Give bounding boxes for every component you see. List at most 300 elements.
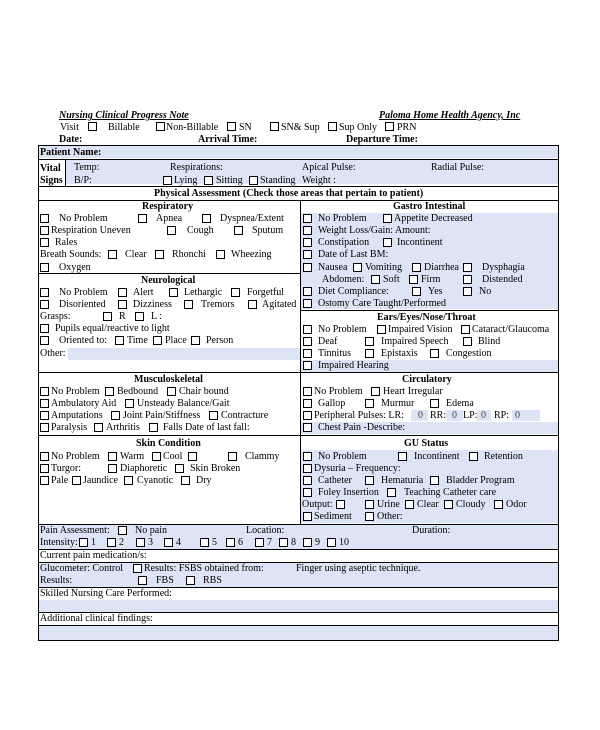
skin-title: Skin Condition — [136, 438, 201, 449]
intensity-8-checkbox[interactable] — [279, 538, 288, 547]
unsteady-checkbox[interactable] — [125, 399, 134, 408]
bedbound-label: Bedbound — [117, 386, 159, 397]
sitting-checkbox[interactable] — [204, 176, 213, 185]
weight-loss-label: Weight Loss/Gain: Amount: — [318, 225, 431, 236]
pain-fields[interactable] — [39, 525, 558, 549]
circulatory-title: Circulatory — [402, 374, 452, 385]
gu-clear-checkbox[interactable] — [405, 500, 414, 509]
prn-label: PRN — [397, 122, 417, 133]
soft-checkbox[interactable] — [371, 275, 380, 284]
turgor-checkbox[interactable] — [40, 464, 49, 473]
unsteady-label: Unsteady Balance/Gait — [137, 398, 230, 409]
gu-no-problem-checkbox[interactable] — [303, 452, 312, 461]
last-bm-label: Date of Last BM: — [318, 249, 389, 260]
joint-pain-checkbox[interactable] — [111, 411, 120, 420]
neuro-title: Neurological — [141, 275, 196, 286]
skin-no-problem-checkbox[interactable] — [40, 452, 49, 461]
standing-label: Standing — [260, 175, 296, 186]
resp-no-problem-label: No Problem — [59, 213, 108, 224]
skilled-care-field[interactable] — [39, 600, 558, 612]
ms-no-problem-checkbox[interactable] — [40, 387, 49, 396]
impaired-hearing-label: Impaired Hearing — [318, 360, 389, 371]
gi-no-problem-checkbox[interactable] — [303, 214, 312, 223]
forgetful-label: Forgetful — [247, 287, 285, 298]
jaundice-checkbox[interactable] — [72, 476, 81, 485]
results-label: Results: — [40, 575, 73, 586]
no-pain-label: No pain — [135, 525, 167, 536]
patient-name-field[interactable] — [39, 146, 558, 158]
place-checkbox[interactable] — [153, 336, 162, 345]
gi-no-problem-label: No Problem — [318, 213, 367, 224]
billable-checkbox[interactable] — [156, 122, 165, 131]
no-pain-checkbox[interactable] — [118, 526, 127, 535]
rule — [558, 145, 559, 640]
vital-label: Vital — [40, 163, 61, 174]
dysuria-checkbox[interactable] — [303, 464, 312, 473]
breath-sounds-label: Breath Sounds: — [40, 249, 102, 260]
rales-checkbox[interactable] — [40, 238, 49, 247]
intensity-3-label: 3 — [148, 537, 153, 548]
lying-label: Lying — [174, 175, 198, 186]
gu-incontinent-checkbox[interactable] — [398, 452, 407, 461]
cloudy-checkbox[interactable] — [444, 500, 453, 509]
falls-checkbox[interactable] — [149, 423, 158, 432]
lp-label: LP: — [463, 410, 478, 421]
retention-checkbox[interactable] — [469, 452, 478, 461]
deaf-label: Deaf — [318, 336, 338, 347]
dyspnea-checkbox[interactable] — [202, 214, 211, 223]
dysphagia-label: Dysphagia — [482, 262, 525, 273]
last-bm-checkbox[interactable] — [303, 250, 312, 259]
diet-yes-checkbox[interactable] — [412, 287, 421, 296]
disoriented-label: Disoriented — [59, 299, 106, 310]
tinnitus-label: Tinnitus — [318, 348, 351, 359]
rp-label: RP: — [494, 410, 510, 421]
epistaxis-checkbox[interactable] — [365, 349, 374, 358]
foley-label: Foley Insertion — [318, 487, 379, 498]
apical-pulse-label: Apical Pulse: — [302, 162, 356, 173]
date-label: Date: — [59, 134, 83, 145]
soft-label: Soft — [383, 274, 400, 285]
cloudy-label: Cloudy — [456, 499, 486, 510]
skin-broken-label: Skin Broken — [190, 463, 241, 474]
sn-label: SN — [239, 122, 252, 133]
eent-no-problem-checkbox[interactable] — [303, 325, 312, 334]
alert-label: Alert — [133, 287, 154, 298]
diaphoretic-checkbox[interactable] — [108, 464, 117, 473]
neuro-other-field[interactable] — [68, 348, 300, 360]
murmur-label: Murmur — [381, 398, 415, 409]
gu-title: GU Status — [404, 438, 449, 449]
cataract-checkbox[interactable] — [461, 325, 470, 334]
constipation-label: Constipation — [318, 237, 370, 248]
warm-checkbox[interactable] — [108, 452, 117, 461]
rr-value: 0 — [452, 410, 457, 421]
diaphoretic-label: Diaphoretic — [120, 463, 168, 474]
duration-label: Duration: — [412, 525, 451, 536]
cough-checkbox[interactable] — [167, 226, 176, 235]
oxygen-label: Oxygen — [59, 262, 91, 273]
arthritis-label: Arthritis — [106, 422, 140, 433]
diet-label: Diet Compliance: — [318, 286, 389, 297]
snsup-checkbox[interactable] — [328, 122, 337, 131]
standing-checkbox[interactable] — [249, 176, 258, 185]
odor-label: Odor — [506, 499, 527, 510]
impaired-speech-label: Impaired Speech — [381, 336, 449, 347]
rule — [38, 640, 559, 641]
radial-pulse-label: Radial Pulse: — [431, 162, 485, 173]
additional-findings-field[interactable] — [39, 626, 558, 640]
place-label: Place — [165, 335, 187, 346]
musculo-title: Musculoskeletal — [134, 374, 203, 385]
rhonchi-checkbox[interactable] — [155, 250, 164, 259]
ambulatory-label: Ambulatory Aid — [51, 398, 117, 409]
gu-other-checkbox[interactable] — [365, 512, 374, 521]
rp-value: 0 — [515, 410, 520, 421]
resp-uneven-label: Respiration Uneven — [51, 225, 131, 236]
lethargic-checkbox[interactable] — [169, 288, 178, 297]
grasps-label: Grasps: — [40, 311, 71, 322]
wheezing-label: Wheezing — [231, 249, 272, 260]
catheter-checkbox[interactable] — [303, 476, 312, 485]
person-checkbox[interactable] — [191, 336, 200, 345]
amputations-checkbox[interactable] — [40, 411, 49, 420]
dry-checkbox[interactable] — [181, 476, 190, 485]
departure-time-label: Departure Time: — [346, 134, 418, 145]
additional-findings-label: Additional clinical findings: — [40, 613, 153, 624]
resp-uneven-checkbox[interactable] — [40, 226, 49, 235]
fsbs-label: Results: FSBS obtained from: — [144, 563, 264, 574]
rales-label: Rales — [55, 237, 78, 248]
agitated-label: Agitated — [262, 299, 297, 310]
edema-checkbox[interactable] — [430, 399, 439, 408]
nausea-label: Nausea — [318, 262, 348, 273]
intensity-10-label: 10 — [339, 537, 349, 548]
diet-no-checkbox[interactable] — [463, 287, 472, 296]
suponly-checkbox[interactable] — [385, 122, 394, 131]
cool-box-checkbox[interactable] — [188, 452, 197, 461]
turgor-label: Turgor: — [51, 463, 82, 474]
gu-incontinent-label: Incontinent — [414, 451, 460, 462]
chest-pain-checkbox[interactable] — [303, 423, 312, 432]
fbs-label: FBS — [156, 575, 174, 586]
bladder-program-checkbox[interactable] — [430, 476, 439, 485]
apnea-label: Apnea — [156, 213, 183, 224]
epistaxis-label: Epistaxis — [381, 348, 418, 359]
cataract-label: Cataract/Glaucoma — [472, 324, 550, 335]
gu-other-label: Other: — [377, 511, 403, 522]
rule — [38, 372, 559, 373]
deaf-checkbox[interactable] — [303, 337, 312, 346]
rule — [300, 310, 559, 311]
rule — [65, 159, 66, 186]
tremors-label: Tremors — [201, 299, 235, 310]
dizziness-label: Dizziness — [133, 299, 172, 310]
suponly-label: Sup Only — [339, 122, 378, 133]
disoriented-checkbox[interactable] — [40, 300, 49, 309]
skin-no-problem-label: No Problem — [51, 451, 100, 462]
time-label: Time — [127, 335, 148, 346]
chairbound-label: Chair bound — [179, 386, 229, 397]
firm-label: Firm — [421, 274, 441, 285]
patient-name-label: Patient Name: — [40, 147, 102, 158]
hematuria-checkbox[interactable] — [365, 476, 374, 485]
rule — [38, 435, 559, 436]
teaching-catheter-label: Teaching Catheter care — [404, 487, 497, 498]
gu-clear-label: Clear — [417, 499, 439, 510]
alert-checkbox[interactable] — [118, 288, 127, 297]
diarrhea-checkbox[interactable] — [412, 263, 421, 272]
intensity-7-checkbox[interactable] — [255, 538, 264, 547]
vomiting-checkbox[interactable] — [353, 263, 362, 272]
cyanotic-checkbox[interactable] — [124, 476, 133, 485]
skin-broken-checkbox[interactable] — [175, 464, 184, 473]
oriented-label: Oriented to: — [59, 335, 108, 346]
resp-no-problem-checkbox[interactable] — [40, 214, 49, 223]
intensity-5-checkbox[interactable] — [200, 538, 209, 547]
respiratory-title: Respiratory — [142, 201, 194, 212]
person-label: Person — [206, 335, 234, 346]
pain-meds-label: Current pain medication/s: — [40, 550, 147, 561]
urine-label: Urine — [377, 499, 400, 510]
warm-label: Warm — [120, 451, 145, 462]
fbs-checkbox[interactable] — [138, 576, 147, 585]
visit-label: Visit — [60, 122, 79, 133]
dysphagia-checkbox[interactable] — [463, 263, 472, 272]
falls-label: Falls Date of last fall: — [163, 422, 250, 433]
rule — [38, 200, 559, 201]
grasp-l-label: L : — [151, 311, 163, 322]
intensity-label: Intensity: — [40, 537, 78, 548]
intensity-4-label: 4 — [176, 537, 181, 548]
temp-label: Temp: — [74, 162, 100, 173]
constipation-checkbox[interactable] — [303, 238, 312, 247]
intensity-1-label: 1 — [91, 537, 96, 548]
glucometer-label: Glucometer: Control — [40, 563, 124, 574]
ostomy-label: Ostomy Care Taught/Performed — [318, 298, 446, 309]
murmur-checkbox[interactable] — [365, 399, 374, 408]
cyanotic-label: Cyanotic — [137, 475, 174, 486]
dizziness-checkbox[interactable] — [118, 300, 127, 309]
cough-label: Cough — [187, 225, 214, 236]
appetite-checkbox[interactable] — [383, 214, 392, 223]
pupils-label: Pupils equal/reactive to light — [55, 323, 170, 334]
dry-label: Dry — [196, 475, 212, 486]
bp-label: B/P: — [74, 175, 92, 186]
diet-yes-label: Yes — [428, 286, 443, 297]
amputations-label: Amputations — [51, 410, 103, 421]
neuro-no-problem-checkbox[interactable] — [40, 288, 49, 297]
neuro-other-label: Other: — [40, 348, 66, 359]
bladder-program-label: Bladder Program — [446, 475, 515, 486]
intensity-9-checkbox[interactable] — [303, 538, 312, 547]
rbs-label: RBS — [203, 575, 222, 586]
eent-title: Ears/Eyes/Nose/Throat — [377, 312, 476, 323]
chairbound-checkbox[interactable] — [167, 387, 176, 396]
intensity-6-label: 6 — [238, 537, 243, 548]
arthritis-checkbox[interactable] — [94, 423, 103, 432]
nonbillable-label: Non-Billable — [166, 122, 219, 133]
impaired-hearing-checkbox[interactable] — [303, 361, 312, 370]
respirations-label: Respirations: — [170, 162, 223, 173]
chest-pain-label: Chest Pain -Describe: — [318, 422, 406, 433]
jaundice-label: Jaundice — [83, 475, 118, 486]
grasp-r-label: R — [119, 311, 126, 322]
sputum-checkbox[interactable] — [234, 226, 243, 235]
teaching-catheter-checkbox[interactable] — [387, 488, 396, 497]
intensity-3-checkbox[interactable] — [136, 538, 145, 547]
pale-label: Pale — [51, 475, 69, 486]
sitting-label: Sitting — [216, 175, 243, 186]
foley-checkbox[interactable] — [303, 488, 312, 497]
output-checkbox[interactable] — [336, 500, 345, 509]
clammy-checkbox[interactable] — [228, 452, 237, 461]
skilled-care-label: Skilled Nursing Care Performed: — [40, 588, 172, 599]
distended-checkbox[interactable] — [463, 275, 472, 284]
intensity-5-label: 5 — [212, 537, 217, 548]
gastro-title: Gastro Intestinal — [393, 201, 466, 212]
paralysis-checkbox[interactable] — [40, 423, 49, 432]
clear-label: Clear — [125, 249, 147, 260]
gu-no-problem-label: No Problem — [318, 451, 367, 462]
intensity-10-checkbox[interactable] — [327, 538, 336, 547]
output-label: Output: — [302, 499, 333, 510]
grasp-l-checkbox[interactable] — [135, 312, 144, 321]
paralysis-label: Paralysis — [51, 422, 88, 433]
catheter-label: Catheter — [318, 475, 352, 486]
rhonchi-label: Rhonchi — [172, 249, 206, 260]
intensity-1-checkbox[interactable] — [79, 538, 88, 547]
neuro-no-problem-label: No Problem — [59, 287, 108, 298]
heart-irregular-label: Heart Irregular — [383, 386, 443, 397]
sediment-checkbox[interactable] — [303, 512, 312, 521]
form-title: Nursing Clinical Progress Note — [59, 110, 189, 121]
impaired-speech-checkbox[interactable] — [365, 337, 374, 346]
eent-no-problem-label: No Problem — [318, 324, 367, 335]
intensity-8-label: 8 — [291, 537, 296, 548]
diet-no-label: No — [479, 286, 492, 297]
intensity-2-checkbox[interactable] — [107, 538, 116, 547]
clammy-label: Clammy — [245, 451, 280, 462]
intensity-9-label: 9 — [315, 537, 320, 548]
lp-value: 0 — [481, 410, 486, 421]
intensity-7-label: 7 — [267, 537, 272, 548]
oriented-checkbox[interactable] — [40, 336, 49, 345]
ostomy-checkbox[interactable] — [303, 299, 312, 308]
agitated-checkbox[interactable] — [248, 300, 257, 309]
wheezing-checkbox[interactable] — [216, 250, 225, 259]
agency-name: Paloma Home Health Agency, Inc — [379, 110, 521, 121]
tremors-checkbox[interactable] — [184, 300, 193, 309]
nonbillable-checkbox[interactable] — [227, 122, 236, 131]
joint-pain-label: Joint Pain/Stiffness — [123, 410, 201, 421]
bedbound-checkbox[interactable] — [105, 387, 114, 396]
rbs-checkbox[interactable] — [186, 576, 195, 585]
snsup-label: SN& Sup — [281, 122, 320, 133]
urine-checkbox[interactable] — [365, 500, 374, 509]
gi-incontinent-label: Incontinent — [397, 237, 443, 248]
billable-label: Billable — [108, 122, 140, 133]
ambulatory-checkbox[interactable] — [40, 399, 49, 408]
glucometer-control-checkbox[interactable] — [133, 564, 142, 573]
rr-label: RR: — [430, 410, 447, 421]
odor-checkbox[interactable] — [494, 500, 503, 509]
time-checkbox[interactable] — [115, 336, 124, 345]
contracture-label: Contracture — [221, 410, 269, 421]
sediment-label: Sediment — [314, 511, 352, 522]
lying-checkbox[interactable] — [163, 176, 172, 185]
blind-checkbox[interactable] — [463, 337, 472, 346]
intensity-4-checkbox[interactable] — [164, 538, 173, 547]
abdomen-label: Abdomen: — [322, 274, 365, 285]
rule — [38, 273, 300, 274]
firm-checkbox[interactable] — [409, 275, 418, 284]
intensity-2-label: 2 — [119, 537, 124, 548]
gi-incontinent-checkbox[interactable] — [383, 238, 392, 247]
distended-label: Distended — [482, 274, 523, 285]
circ-no-problem-checkbox[interactable] — [303, 387, 312, 396]
diet-checkbox[interactable] — [303, 287, 312, 296]
visit-checkbox[interactable] — [88, 122, 97, 131]
hematuria-label: Hematuria — [381, 475, 424, 486]
arrival-time-label: Arrival Time: — [198, 134, 258, 145]
edema-label: Edema — [446, 398, 474, 409]
grasp-r-checkbox[interactable] — [103, 312, 112, 321]
appetite-label: Appetite Decreased — [394, 213, 473, 224]
circ-no-problem-label: No Problem — [314, 386, 363, 397]
apnea-checkbox[interactable] — [138, 214, 147, 223]
pain-assessment-label: Pain Assessment: — [40, 525, 110, 536]
gallop-label: Gallop — [318, 398, 346, 409]
weight-loss-checkbox[interactable] — [303, 226, 312, 235]
congestion-checkbox[interactable] — [430, 349, 439, 358]
diarrhea-label: Diarrhea — [424, 262, 459, 273]
blind-label: Blind — [478, 336, 501, 347]
signs-label: Signs — [40, 175, 63, 186]
sn-checkbox[interactable] — [270, 122, 279, 131]
heart-irregular-checkbox[interactable] — [371, 387, 380, 396]
sputum-label: Sputum — [252, 225, 284, 236]
pupils-checkbox[interactable] — [40, 324, 49, 333]
contracture-checkbox[interactable] — [209, 411, 218, 420]
forgetful-checkbox[interactable] — [231, 288, 240, 297]
pulses-label: Peripheral Pulses: LR: — [314, 410, 404, 421]
pale-checkbox[interactable] — [40, 476, 49, 485]
cool-checkbox[interactable] — [152, 452, 161, 461]
congestion-label: Congestion — [446, 348, 492, 359]
rule — [38, 186, 559, 187]
intensity-6-checkbox[interactable] — [226, 538, 235, 547]
lethargic-label: Lethargic — [184, 287, 223, 298]
retention-label: Retention — [484, 451, 523, 462]
impaired-vision-checkbox[interactable] — [377, 325, 386, 334]
cool-label: Cool — [163, 451, 183, 462]
nausea-checkbox[interactable] — [303, 263, 312, 272]
oxygen-checkbox[interactable] — [40, 263, 49, 272]
dysuria-label: Dysuria – Frequency: — [314, 463, 401, 474]
lr-value: 0 — [418, 410, 423, 421]
clear-checkbox[interactable] — [108, 250, 117, 259]
impaired-vision-label: Impaired Vision — [388, 324, 453, 335]
pulses-checkbox[interactable] — [303, 411, 312, 420]
tinnitus-checkbox[interactable] — [303, 349, 312, 358]
weight-label: Weight : — [302, 175, 336, 186]
location-label: Location: — [246, 525, 285, 536]
dyspnea-label: Dyspnea/Extent — [220, 213, 284, 224]
ms-no-problem-label: No Problem — [51, 386, 100, 397]
gallop-checkbox[interactable] — [303, 399, 312, 408]
assessment-title: Physical Assessment (Check those areas that pertain to patient) — [154, 188, 424, 199]
